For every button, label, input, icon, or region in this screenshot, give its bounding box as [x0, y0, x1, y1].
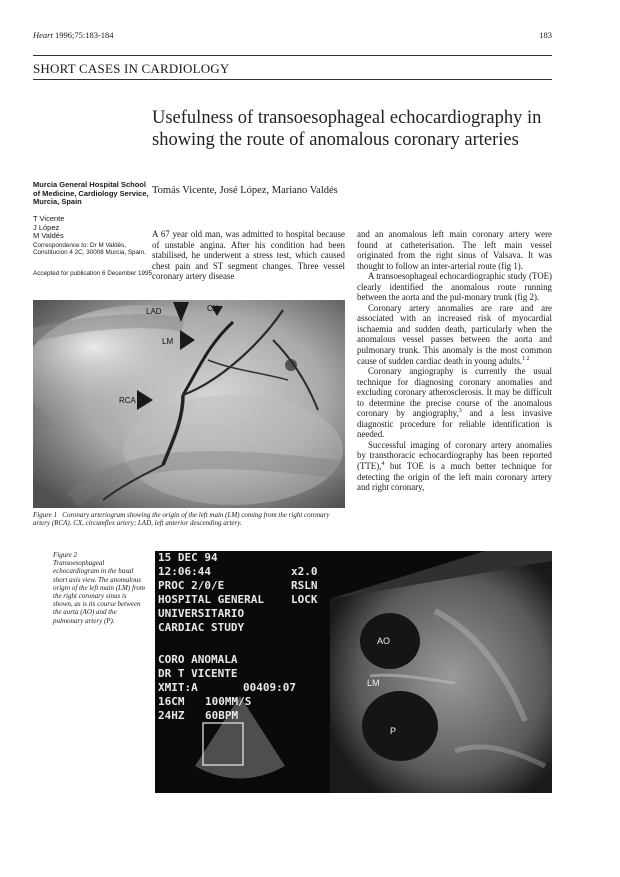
screen-counter: 00409:07: [243, 681, 296, 694]
screen-date: 15 DEC 94: [158, 551, 218, 564]
screen-zoom: x2.0: [291, 565, 318, 578]
screen-xmit: XMIT:A: [158, 681, 198, 694]
screen-time: 12:06:44: [158, 565, 211, 578]
figure-1-caption: [33, 511, 345, 527]
label-ao: AO: [377, 636, 391, 646]
figure-2-caption-text: Transoesophageal echocardiogram in the basal short axis view. The anomalous origin of the left main (LM) from the right coronary sinus is shown, as is its course between the aorta (AO) and the pulmonary artery (P).: [53, 559, 145, 625]
citation-ref: 1 2: [522, 355, 530, 362]
screen-proc: PROC 2/0/E: [158, 579, 225, 592]
section-rule: [33, 79, 552, 80]
screen-bpm: 60BPM: [205, 709, 239, 722]
top-rule: [33, 55, 552, 56]
body-paragraph: Coronary angiography is currently the usual technique for diagnosing coronary anomalies and excluding coronary atherosclerosis. It may be difficult to determine the precise course of the anomalous coronary by angiography,$^3$ and a less invasive diagnostic procedure for reliable identification is needed.: [357, 366, 552, 440]
angiogram-image: [33, 300, 345, 508]
author-name-list: [33, 215, 153, 241]
screen-hospital: HOSPITAL GENERAL: [158, 593, 264, 606]
screen-depth: 16CM: [158, 695, 185, 708]
figure-1-caption-text: Coronary arteriogram showing the origin of the left main (LM) coming from the right coronary artery (RCA). CX, circumflex artery; LAD, left anterior descending artery.: [33, 511, 330, 528]
echo-image: [155, 551, 552, 793]
screen-rate: 24HZ: [158, 709, 185, 722]
screen-dr: DR T VICENTE: [158, 667, 238, 680]
section-title: SHORT CASES IN CARDIOLOGY: [33, 61, 230, 76]
author-affiliation: Murcia General Hospital School of Medicine, Cardiology Service, Murcia, Spain: [33, 180, 149, 207]
figure-1-label: Figure 1: [33, 511, 58, 519]
citation-ref: 3: [458, 408, 462, 415]
figure-1-angiogram: [33, 300, 345, 508]
body-column-1: [152, 229, 345, 282]
screen-speed: 100MM/S: [205, 695, 252, 708]
article-title: Usefulness of transoesophageal echocardiography in showing the route of anomalous coronary arteries: [152, 108, 542, 150]
accepted-date: Accepted for publication 6 December 1995: [33, 270, 153, 277]
running-header-citation: [33, 30, 114, 40]
body-paragraph: Successful imaging of coronary artery anomalies by transthoracic echocardiography has been reported (TTE),$^4$ but TOE is a much better technique for detecting the origin of the left main coronary artery and right coronary,: [357, 439, 552, 493]
screen-study: CARDIAC STUDY: [158, 621, 245, 634]
page-number: 183: [539, 30, 552, 40]
citation-ref: 4: [381, 461, 385, 468]
label-rca: RCA: [119, 396, 136, 405]
body-paragraph: A 67 year old man, was admitted to hospital because of unstable angina. After his condition had been stabilised, he underwent a stress test, which caused chest pain and ST segment changes. Three vessel coronary artery disease: [152, 229, 345, 282]
figure-2-caption: [53, 551, 145, 625]
label-lm-echo: LM: [367, 678, 380, 688]
journal-name: Heart: [33, 30, 53, 40]
label-lad: LAD: [146, 307, 162, 316]
body-paragraph: A transoesophageal echocardiographic study (TOE) clearly identified the anomalous route running between the aorta and the pul-monary trunk (fig 2).: [357, 271, 552, 303]
body-paragraph: Coronary artery anomalies are rare and are associated with an increased risk of myocardial ischaemia and sudden death, particularly when the anomalous vessel passes between the aorta and pulmonary trunk. This anomaly is the most common cause of sudden cardiac death in young adults.$^{1 2}$: [357, 302, 552, 366]
body-paragraph: and an anomalous left main coronary artery were found at catheterisation. The left main vessel originated from the right sinus of Valsava. It was thought to follow an inter-arterial route (fig 1).: [357, 229, 552, 271]
figure-2-label: Figure 2: [53, 551, 78, 559]
correspondence-note: Correspondence to: Dr M Valdés, Constitucion 4 2C, 30008 Murcia, Spain.: [33, 242, 146, 257]
figure-2-echocardiogram: [155, 551, 552, 793]
screen-univ: UNIVERSITARIO: [158, 607, 245, 620]
author-name: J López: [33, 222, 60, 232]
screen-lock: LOCK: [291, 593, 318, 606]
label-cx: CX: [207, 304, 219, 313]
label-p: P: [390, 726, 397, 736]
body-column-2: [357, 229, 552, 493]
article-authors: Tomás Vicente, José López, Mariano Valdés: [152, 185, 338, 196]
author-name: T Vicente: [33, 214, 65, 223]
pulmonary-lumen: [362, 691, 438, 761]
screen-coro: CORO ANOMALA: [158, 653, 238, 666]
label-lm: LM: [162, 337, 174, 346]
screen-rsln: RSLN: [291, 579, 318, 592]
volume-pages: 1996;75:183-184: [54, 30, 114, 40]
author-name: M Valdés: [33, 231, 64, 241]
